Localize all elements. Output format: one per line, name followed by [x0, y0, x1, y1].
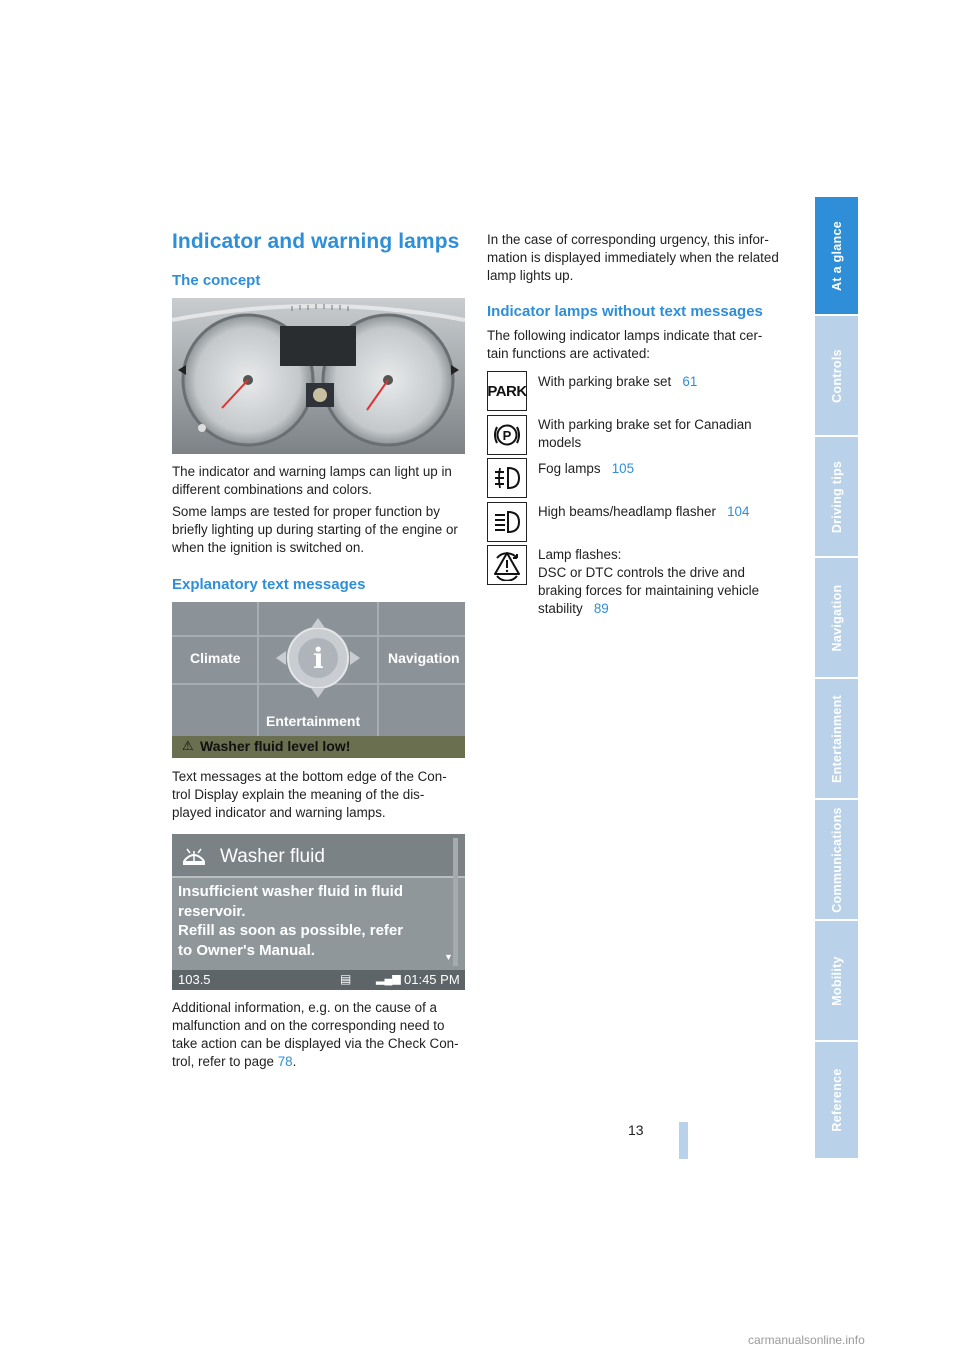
chapter-tab-bar [815, 197, 858, 1160]
indicator-item-dsc [538, 546, 788, 618]
para4-text: Additional information, e.g. on the cause of a malfunction and on the corresponding need to take action can be displayed via the Check Con- trol, refer to page [172, 1000, 459, 1069]
tab-label: Reference [829, 1068, 844, 1132]
tab-label: Mobility [829, 955, 844, 1006]
dsc-icon [491, 549, 523, 581]
paragraph-indicator-intro: The following indicator lamps indicate that cer- tain functions are activated: [487, 328, 763, 361]
control-display-menu-image [172, 602, 465, 758]
page-link-89[interactable]: 89 [593, 601, 609, 616]
item-text: High beams/headlamp flasher [538, 504, 716, 519]
page-link-78[interactable]: 78 [277, 1054, 293, 1069]
warning-triangle-icon: ⚠ [182, 738, 194, 753]
park-icon-box [487, 371, 527, 411]
tab-mobility[interactable] [815, 921, 858, 1042]
page-link-104[interactable]: 104 [727, 504, 750, 519]
page-title: Indicator and warning lamps [172, 230, 460, 253]
item-text: Lamp flashes: [538, 547, 622, 562]
washer-fluid-message-image [172, 834, 465, 990]
menu-climate: Climate [190, 650, 241, 666]
washer-icon [181, 843, 207, 869]
svg-text:P: P [502, 428, 512, 443]
item-text: With parking brake set [538, 374, 672, 389]
page-number-bar [679, 1122, 688, 1159]
instrument-cluster-image [172, 298, 465, 454]
radio-frequency: 103.5 [178, 972, 211, 987]
indicator-item-parking-brake [538, 373, 788, 391]
section-heading-explanatory: Explanatory text messages [172, 576, 366, 593]
watermark: carmanualsonline.info [748, 1333, 865, 1347]
tab-label: Driving tips [829, 460, 844, 533]
high-beam-icon [491, 506, 523, 538]
scroll-down-icon: ▼ [444, 952, 453, 962]
high-beam-icon-box [487, 502, 527, 542]
parking-brake-circle-icon-box [487, 415, 527, 455]
washer-line-1: Insufficient washer fluid in fluid [178, 883, 404, 900]
para4-suffix: . [292, 1054, 297, 1069]
paragraph-text-messages: Text messages at the bottom edge of the Con- trol Display explain the meaning of the dis- played indicator and warning lamps. [172, 769, 447, 820]
menu-entertainment: Entertainment [266, 713, 361, 729]
parking-brake-circle-icon [491, 419, 523, 451]
tab-entertainment[interactable] [815, 679, 858, 800]
item-text: Fog lamps [538, 461, 601, 476]
item-text-2: DSC or DTC controls the drive and braking forces for maintaining vehicle stability [538, 565, 760, 616]
signal-strength-icon: ▂▄▆ [376, 973, 401, 985]
paragraph-urgency: In the case of corresponding urgency, this infor- mation is displayed immediately when the related lamp lights up. [487, 232, 779, 283]
section-heading-indicator-lamps: Indicator lamps without text messages [487, 303, 763, 320]
indicator-item-parking-brake-canada: With parking brake set for Canadian models [538, 417, 752, 450]
washer-line-2: reservoir. [178, 902, 246, 920]
tab-label: Communications [829, 806, 844, 913]
washer-line-3: Refill as soon as possible, refer [178, 922, 404, 939]
tab-driving-tips[interactable] [815, 437, 858, 558]
tab-label: At a glance [829, 220, 844, 291]
paragraph-lamps-combinations: The indicator and warning lamps can light up in different combinations and colors. [172, 464, 452, 497]
phone-icon: ▤ [340, 972, 352, 986]
dsc-icon-box [487, 545, 527, 585]
warning-message: Washer fluid level low! [200, 738, 351, 754]
tab-communications[interactable] [815, 800, 858, 921]
tab-navigation[interactable] [815, 558, 858, 679]
paragraph-lamps-tested: Some lamps are tested for proper function by briefly lighting up during starting of the engine or when the ignition is switched on. [172, 504, 458, 555]
indicator-item-fog-lamps [538, 460, 788, 478]
clock-time: 01:45 PM [404, 972, 460, 987]
paragraph-additional-info [172, 999, 465, 1071]
tab-controls[interactable] [815, 316, 858, 437]
tab-label: Navigation [829, 584, 844, 651]
fog-lamp-icon-box [487, 458, 527, 498]
info-icon: i [313, 642, 324, 675]
tab-label: Entertainment [829, 694, 844, 783]
fog-lamp-icon [491, 462, 523, 494]
page-link-61[interactable]: 61 [682, 374, 698, 389]
tab-reference[interactable] [815, 1042, 858, 1160]
tab-label: Controls [829, 348, 844, 403]
indicator-item-high-beams [538, 503, 788, 521]
park-icon: PARK [487, 382, 527, 400]
tab-at-a-glance[interactable] [815, 197, 858, 316]
washer-line-4: to Owner's Manual. [178, 941, 315, 959]
menu-navigation: Navigation [388, 650, 460, 666]
washer-title: Washer fluid [220, 846, 325, 867]
section-heading-concept: The concept [172, 272, 261, 289]
page-link-105[interactable]: 105 [611, 461, 635, 476]
page-number: 13 [628, 1122, 644, 1138]
